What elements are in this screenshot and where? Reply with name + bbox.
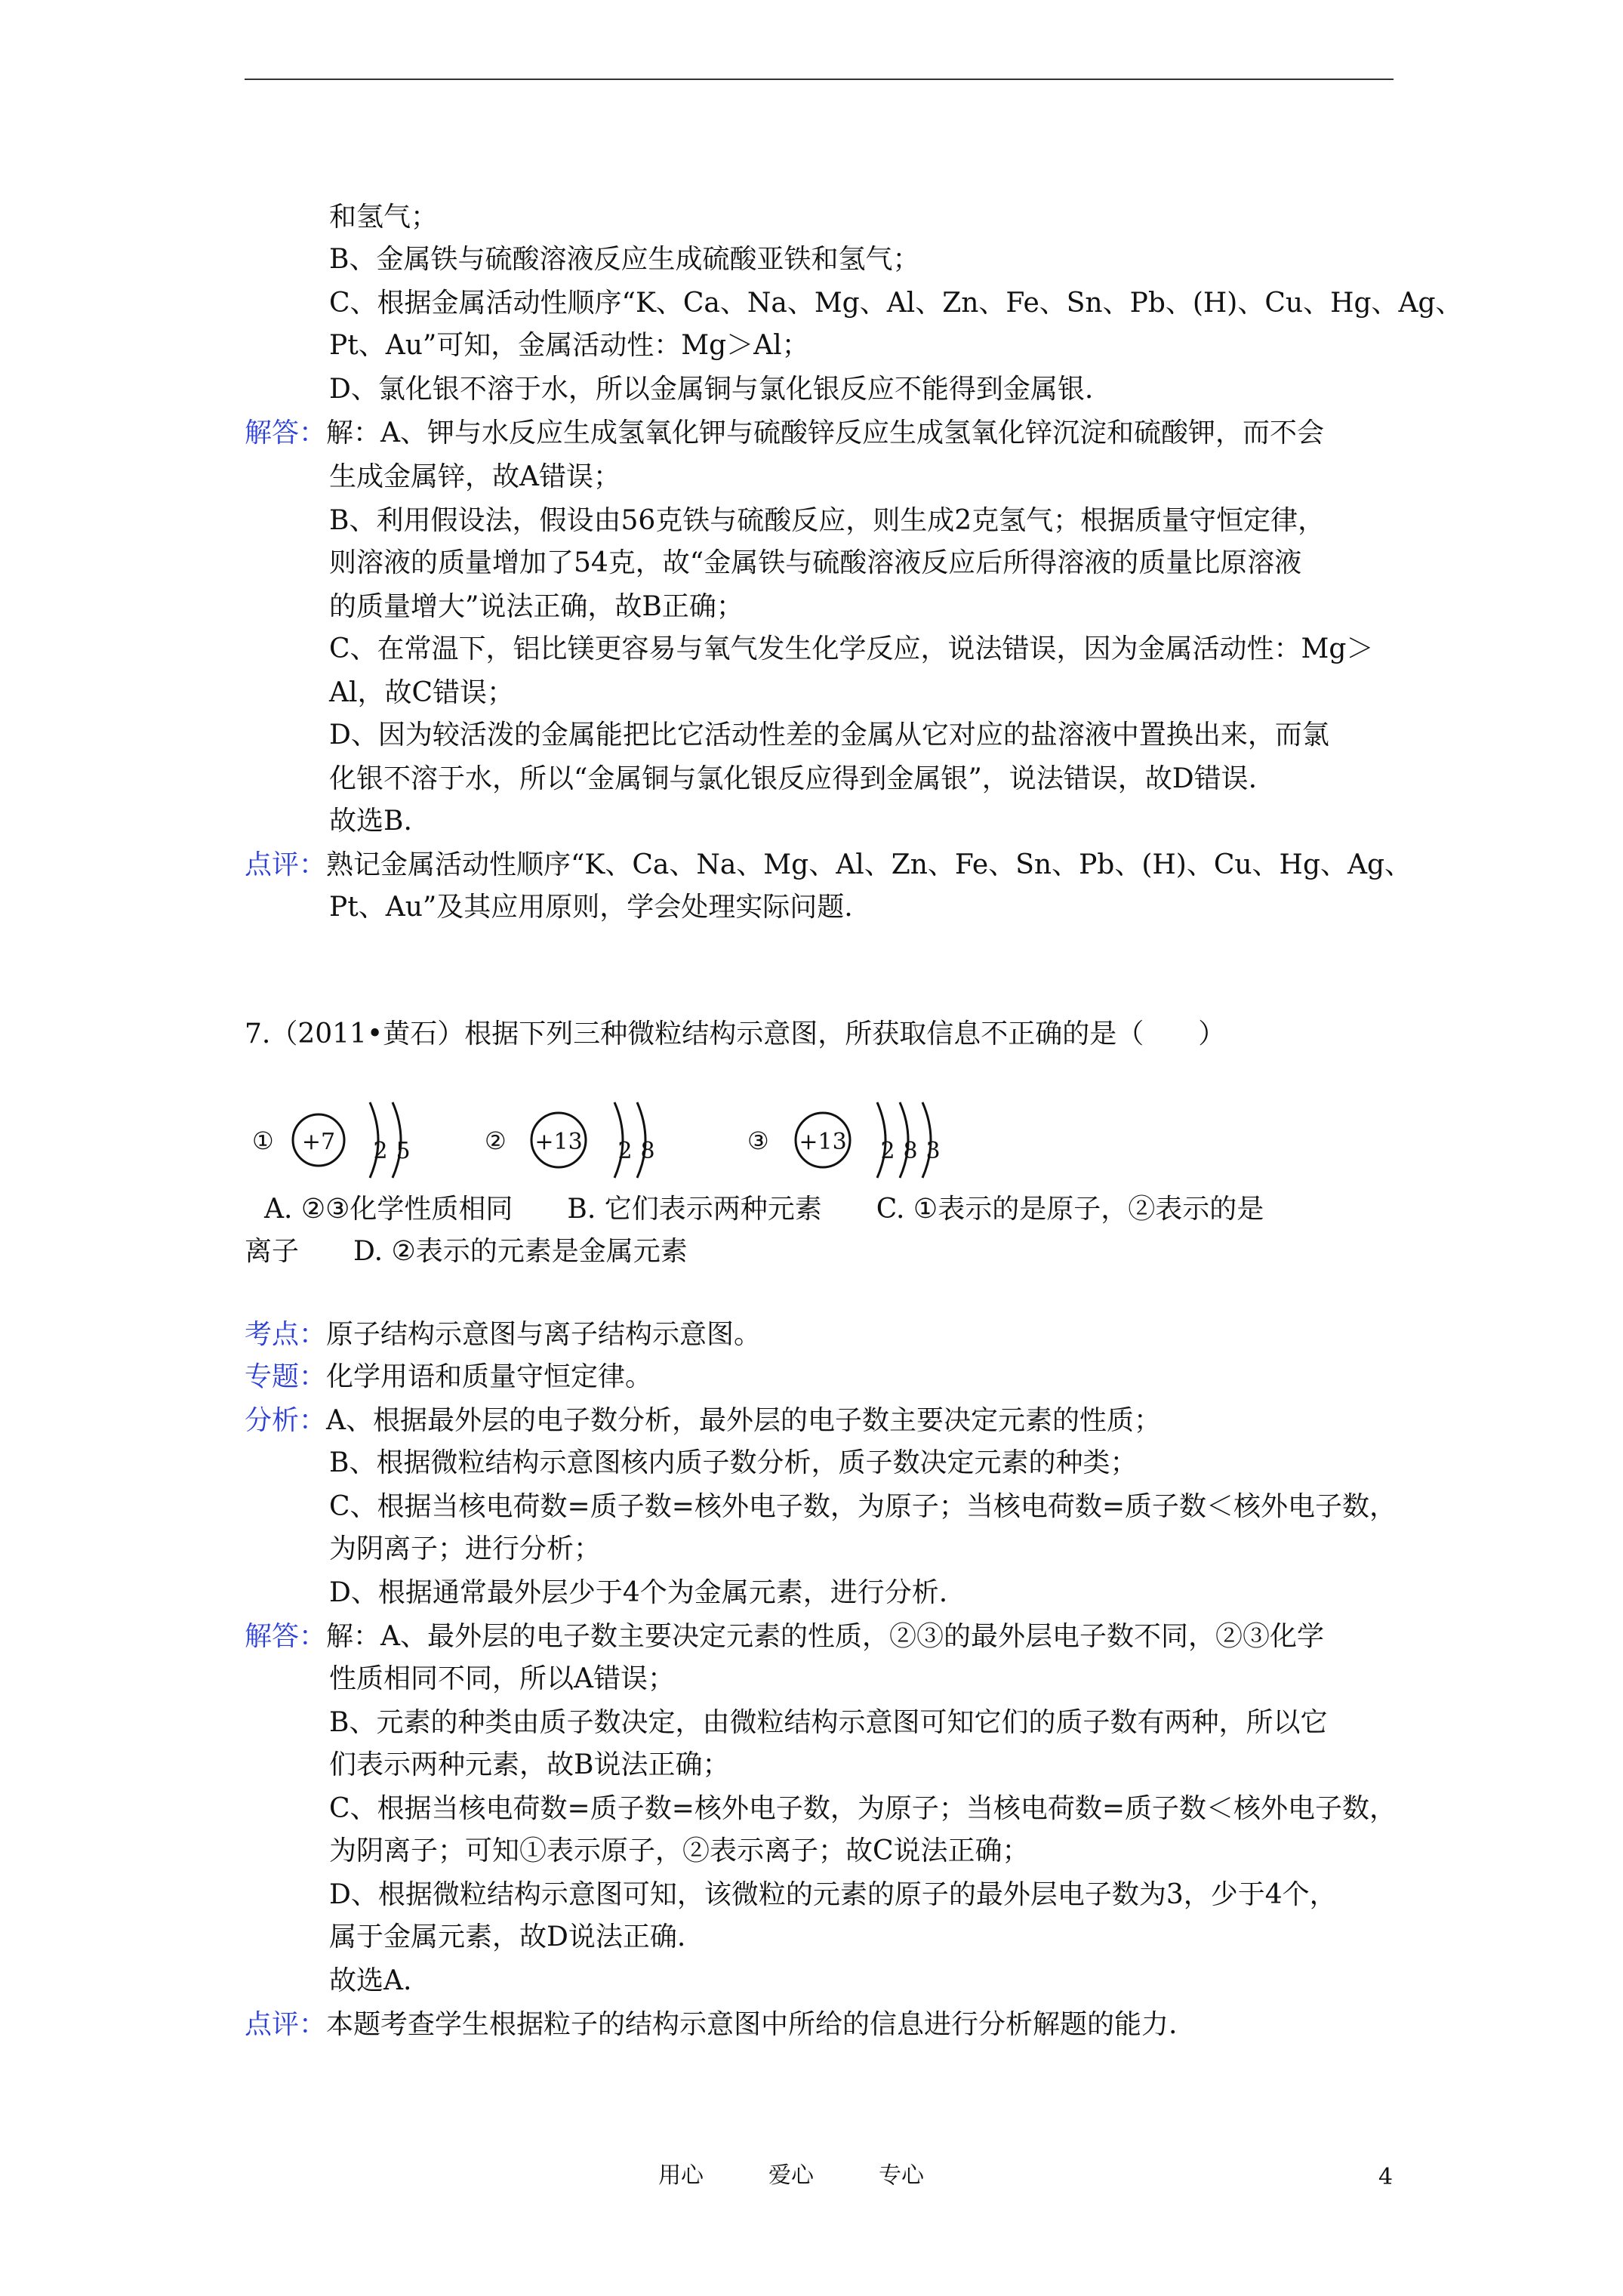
q7-options-line2: 离子 D. ②表示的元素是金属元素: [245, 1236, 688, 1267]
q7-answer-line3: B、元素的种类由质子数决定，由微粒结构示意图可知它们的质子数有两种，所以它: [329, 1707, 1328, 1738]
q6-answer-line8: D、因为较活泼的金属能把比它活动性差的金属从它对应的盐溶液中置换出来，而氯: [329, 720, 1329, 750]
footer-middle: 爱心: [768, 2162, 814, 2189]
q7-topic: 专题：化学用语和质量守恒定律。: [245, 1361, 653, 1392]
q7-answer-line5: C、根据当核电荷数=质子数=核外电子数，为原子；当核电荷数=质子数＜核外电子数，: [329, 1793, 1397, 1824]
q6-answer-line7: Al，故C错误；: [329, 677, 515, 708]
diagram-3-shell-2: 8: [903, 1138, 918, 1164]
q7-answer-line8: 属于金属元素，故D说法正确.: [329, 1922, 686, 1952]
q7-answer-line2: 性质相同不同，所以A错误；: [329, 1663, 675, 1694]
q6-answer-line1: 解答：解：A、钾与水反应生成氢氧化钾与硫酸锌反应生成氢氧化锌沉淀和硫酸钾，而不会: [245, 418, 1325, 448]
diagram-1: [252, 1102, 411, 1178]
q7-review-label: 点评：: [245, 2009, 327, 2040]
q7-point-label: 考点：: [245, 1319, 327, 1350]
diagram-1-shell-1: 2: [373, 1138, 388, 1164]
diagram-1-label: ①: [252, 1126, 274, 1155]
q7-answer-line4: 们表示两种元素，故B说法正确；: [329, 1749, 730, 1780]
diagram-3-nucleus: +13: [799, 1129, 847, 1155]
q6-option-b: B、金属铁与硫酸溶液反应生成硫酸亚铁和氢气；: [329, 244, 920, 275]
q7-analysis-line3: C、根据当核电荷数=质子数=核外电子数，为原子；当核电荷数=质子数＜核外电子数，: [329, 1491, 1397, 1522]
diagram-2-nucleus: +13: [534, 1129, 583, 1155]
page-number: 4: [1378, 2164, 1394, 2190]
q7-analysis-label: 分析：: [245, 1405, 327, 1436]
diagram-2: [485, 1102, 655, 1178]
particle-structure-diagrams: [245, 1080, 1150, 1193]
q6-review-line2: Pt、Au”及其应用原则，学会处理实际问题.: [329, 892, 853, 923]
q6-answer-line4: 则溶液的质量增加了54克，故“金属铁与硫酸溶液反应后所得溶液的质量比原溶液: [329, 547, 1302, 578]
footer-left: 用心: [658, 2162, 704, 2189]
q6-answer-line9: 化银不溶于水，所以“金属铜与氯化银反应得到金属银”，说法错误，故D错误.: [329, 763, 1258, 794]
diagram-1-nucleus: +7: [301, 1129, 336, 1155]
q7-analysis-line1: 分析：A、根据最外层的电子数分析，最外层的电子数主要决定元素的性质；: [245, 1405, 1162, 1436]
q6-option-c-line2: Pt、Au”可知，金属活动性：Mg＞Al；: [329, 330, 809, 361]
diagram-2-label: ②: [485, 1126, 507, 1155]
header-rule: [245, 79, 1394, 80]
q6-review-label: 点评：: [245, 849, 327, 880]
diagram-2-shell-1: 2: [617, 1138, 633, 1164]
q7-point: 考点：原子结构示意图与离子结构示意图。: [245, 1319, 762, 1350]
diagram-3-label: ③: [747, 1126, 769, 1155]
q7-analysis-line5: D、根据通常最外层少于4个为金属元素，进行分析.: [329, 1577, 948, 1608]
q7-answer-line1: 解答：解：A、最外层的电子数主要决定元素的性质，②③的最外层电子数不同，②③化学: [245, 1621, 1325, 1652]
diagram-1-shell-2: 5: [396, 1138, 411, 1164]
q6-option-d: D、氯化银不溶于水，所以金属铜与氯化银反应不能得到金属银.: [329, 374, 1094, 405]
q7-topic-label: 专题：: [245, 1361, 327, 1392]
q6-answer-line6: C、在常温下，铝比镁更容易与氧气发生化学反应，说法错误，因为金属活动性：Mg＞: [329, 633, 1374, 664]
diagram-3-shell-3: 3: [925, 1138, 941, 1164]
q7-answer-line7: D、根据微粒结构示意图可知，该微粒的元素的原子的最外层电子数为3，少于4个，: [329, 1879, 1337, 1910]
q7-answer-line9: 故选A.: [329, 1965, 412, 1996]
diagram-3-shell-1: 2: [880, 1138, 895, 1164]
q6-answer-line10: 故选B.: [329, 806, 412, 837]
q6-review-line1: 点评：熟记金属活动性顺序“K、Ca、Na、Mg、Al、Zn、Fe、Sn、Pb、(H)、Cu、Hg、Ag、: [245, 849, 1412, 880]
diagram-2-shell-2: 8: [640, 1138, 655, 1164]
q7-review: 点评：本题考查学生根据粒子的结构示意图中所给的信息进行分析解题的能力.: [245, 2009, 1178, 2040]
q6-option-c-line1: C、根据金属活动性顺序“K、Ca、Na、Mg、Al、Zn、Fe、Sn、Pb、(H)、Cu、Hg、Ag、: [329, 288, 1463, 319]
q6-option-a-continued: 和氢气；: [329, 202, 439, 233]
q6-answer-line5: 的质量增大”说法正确，故B正确；: [329, 591, 744, 622]
q7-options-line1: A. ②③化学性质相同 B. 它们表示两种元素 C. ①表示的是原子，②表示的是: [264, 1194, 1264, 1225]
q7-stem: 7.（2011•黄石）根据下列三种微粒结构示意图，所获取信息不正确的是（ ）: [245, 1019, 1226, 1049]
q7-analysis-line2: B、根据微粒结构示意图核内质子数分析，质子数决定元素的种类；: [329, 1447, 1138, 1478]
q7-analysis-line4: 为阴离子；进行分析；: [329, 1533, 602, 1564]
q7-answer-line6: 为阴离子；可知①表示原子，②表示离子；故C说法正确；: [329, 1835, 1030, 1866]
q6-answer-line2: 生成金属锌，故A错误；: [329, 461, 621, 492]
q6-answer-line3: B、利用假设法，假设由56克铁与硫酸反应，则生成2克氢气；根据质量守恒定律，: [329, 505, 1326, 536]
q7-answer-label: 解答：: [245, 1621, 327, 1652]
footer-right: 专心: [879, 2162, 924, 2189]
diagram-3: [747, 1102, 941, 1178]
q6-answer-label: 解答：: [245, 418, 327, 448]
